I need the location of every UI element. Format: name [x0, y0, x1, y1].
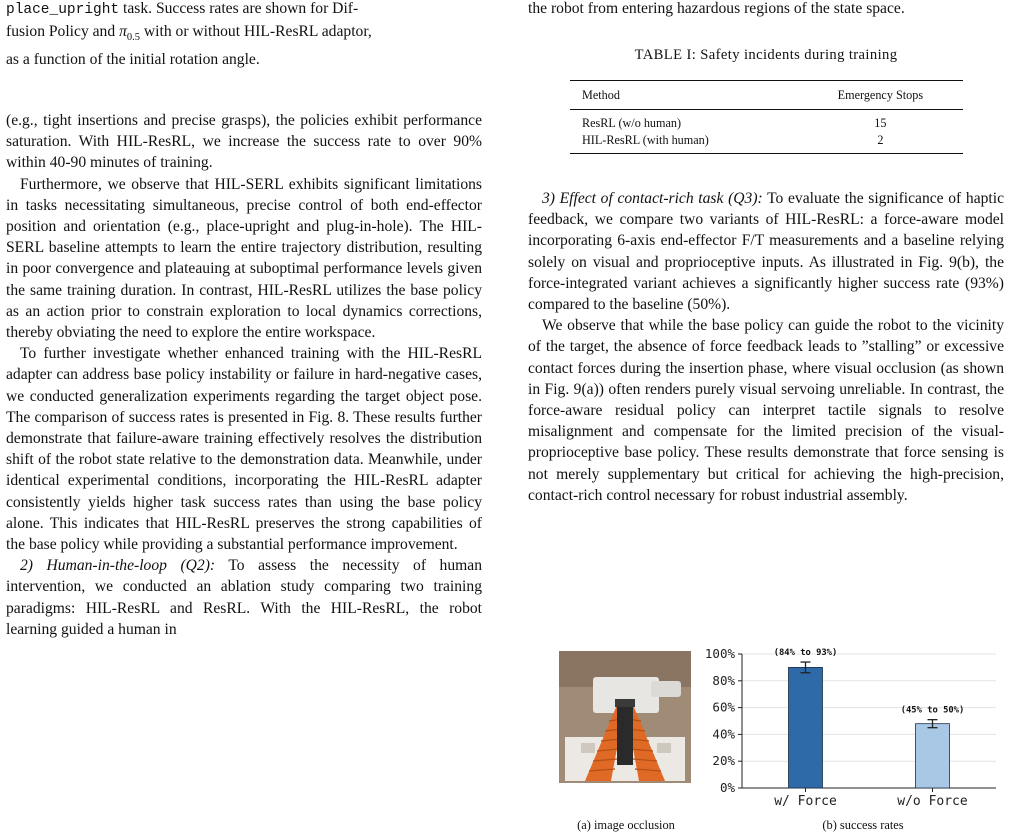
bar-annotation: (84% to 93%)	[773, 648, 838, 659]
paragraph-saturation: (e.g., tight insertions and precise grasps), the policies exhibit performance saturation. With HIL-ResRL, we increase the success rate to over 90% within 40-90 minutes of training.	[6, 112, 482, 172]
figure-caption-continued	[6, 0, 482, 70]
y-tick-label: 60%	[712, 699, 735, 715]
paragraph-hil-serl: Furthermore, we observe that HIL-SERL exhibits significant limitations in tasks necessitating simultaneous, precise control of both end-effector position and orientation (e.g., place-upright and plug-in-hole). The HIL-SERL baseline attempts to learn the entire trajectory distribution, resulting in poor convergence and plateauing at suboptimal performance levels given the same training duration. In contrast, HIL-ResRL utilizes the base policy as an action prior to constrain exploration to local dynamics corrections, thereby obviating the need to explore the entire workspace.	[6, 175, 482, 342]
bar	[916, 724, 950, 788]
safety-table	[570, 80, 963, 154]
figure-caption-b: (b) success rates	[822, 818, 904, 832]
q2-text: To assess the necessity of human intervention, we conducted an ablation study comparing two training paradigms: HIL-ResRL and ResRL. With the HIL-ResRL, the robot learning guided a human in	[6, 557, 482, 638]
paragraph-force-feedback: We observe that while the base policy can guide the robot to the vicinity of the target, the absence of force feedback leads to ”stalling” or excessive contact forces during the insertion phase, where visual occlusion (as shown in Fig. 9(a)) often renders purely visual servoing unreliable. In contrast, the force-aware residual policy can interpret tactile signals to resolve misalignment and compensate for the limited precision of the visual-proprioceptive base policy. These results demonstrate that force sensing is not merely supplementary but critical for achieving the high-precision, contact-rich control necessary for robust industrial assembly.	[528, 317, 1004, 504]
table-cell-stops: 15	[874, 116, 887, 130]
y-tick-label: 80%	[712, 672, 735, 688]
paragraph-q3	[528, 188, 1004, 315]
y-tick-label: 40%	[712, 726, 735, 742]
table-cell-stops: 2	[877, 133, 884, 147]
x-tick-label: w/ Force	[774, 794, 837, 809]
caption-task-code: place_upright	[6, 2, 120, 18]
success-rate-chart	[696, 646, 1004, 824]
paragraph-generalization: To further investigate whether enhanced training with the HIL-ResRL adapter can address base policy instability or failure in hard-negative cases, we conducted generalization experiments regarding the target object pose. The comparison of success rates is presented in Fig. 8. These results further demonstrate that failure-aware training effectively resolves the distribution shift of the robot state relative to the demonstration data. Meanwhile, under identical experimental conditions, incorporating the HIL-ResRL adapter consistently yields higher task success rates than using the base policy alone. This indicates that HIL-ResRL preserves the strong capabilities of the base policy while providing a substantial performance improvement.	[6, 345, 482, 554]
table-caption: TABLE I: Safety incidents during training	[634, 47, 898, 63]
caption-line1: task. Success rates are shown for Dif-	[123, 0, 359, 17]
table-row	[570, 110, 963, 133]
occlusion-photo	[559, 651, 691, 783]
table-row	[570, 132, 963, 153]
figure-caption-a: (a) image occlusion	[577, 818, 675, 832]
table-cell-method: HIL-ResRL (with human)	[582, 133, 709, 147]
caption-line2a: fusion Policy and	[6, 23, 120, 41]
caption-line3: as a function of the initial rotation angle.	[6, 50, 260, 68]
figure-9	[528, 646, 1004, 836]
caption-pi: π	[119, 23, 127, 41]
y-tick-label: 20%	[712, 753, 735, 769]
table-cell-method: ResRL (w/o human)	[582, 116, 682, 130]
caption-pi-sub: 0.5	[126, 32, 140, 44]
table-header-method: Method	[570, 81, 798, 110]
y-tick-label: 0%	[719, 780, 735, 795]
table-header-stops: Emergency Stops	[798, 81, 963, 110]
x-tick-label: w/o Force	[897, 794, 968, 809]
bar-annotation: (45% to 50%)	[900, 705, 965, 716]
table-header-row	[570, 81, 963, 110]
q3-heading: 3) Effect of contact-rich task (Q3):	[542, 190, 763, 207]
paragraph-q2	[6, 555, 482, 640]
q2-heading: 2) Human-in-the-loop (Q2):	[20, 557, 216, 575]
occlusion-photo-illustration	[559, 651, 691, 783]
right-top-line: the robot from entering hazardous regions of the state space.	[528, 0, 905, 17]
q3-text: To evaluate the significance of haptic feedback, we compare two variants of HIL-ResRL: a force-aware model incorporating 6-axis end-effector F/T measurements and a baseline relying solely on visual and proprioceptive inputs. As illustrated in Fig. 9(b), the force-integrated variant achieves a significantly higher success rate (93%) compared to the baseline (50%).	[528, 190, 1004, 314]
bar	[789, 667, 823, 788]
caption-line2b: with or without HIL-ResRL adaptor,	[140, 23, 372, 41]
y-tick-label: 100%	[704, 646, 735, 661]
